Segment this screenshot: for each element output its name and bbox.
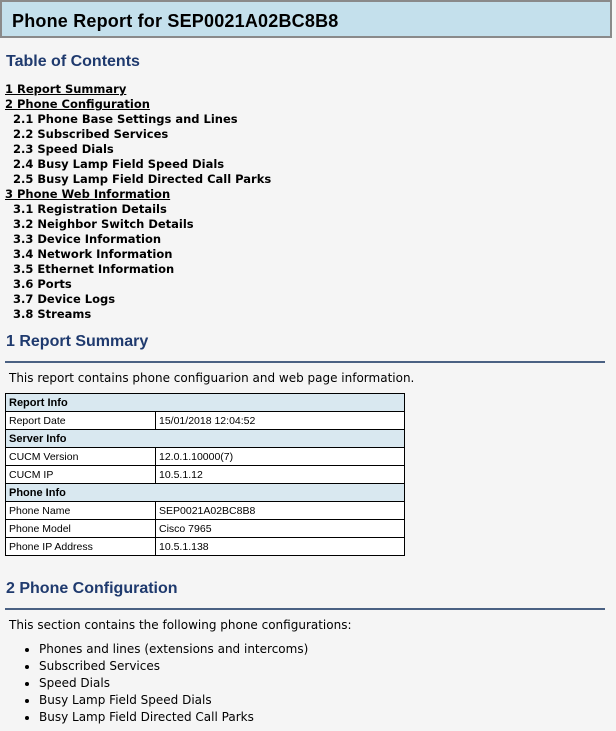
list-item: • Busy Lamp Field Directed Call Parks — [39, 709, 308, 726]
table-group-row — [6, 394, 405, 412]
toc-link[interactable]: 2.3 Speed Dials — [13, 142, 114, 156]
page-title: Phone Report for SEP0021A02BC8B8 — [12, 11, 339, 31]
table-cell-key: Phone IP Address — [6, 538, 156, 556]
table-group-label: Server Info — [6, 430, 405, 448]
toc-link[interactable]: 2.4 Busy Lamp Field Speed Dials — [13, 157, 225, 171]
toc-link[interactable]: 3.3 Device Information — [13, 232, 162, 246]
table-cell-key: Phone Name — [6, 502, 156, 520]
table-group-row — [6, 484, 405, 502]
table-cell-key: CUCM IP — [6, 466, 156, 484]
phone-configuration-intro: This section contains the following phone configurations: — [9, 618, 352, 632]
section-divider — [5, 608, 605, 610]
table-cell-key: CUCM Version — [6, 448, 156, 466]
table-cell-value: Cisco 7965 — [156, 520, 405, 538]
table-cell-value: 10.5.1.12 — [156, 466, 405, 484]
list-item: • Busy Lamp Field Speed Dials — [39, 692, 308, 709]
table-row — [6, 520, 405, 538]
table-cell-key: Report Date — [6, 412, 156, 430]
report-summary-intro: This report contains phone configuarion and web page information. — [9, 371, 415, 385]
table-cell-value: 15/01/2018 12:04:52 — [156, 412, 405, 430]
list-item: • Phones and lines (extensions and intercoms) — [39, 641, 308, 658]
table-group-row — [6, 430, 405, 448]
toc-link[interactable]: 3.6 Ports — [13, 277, 72, 291]
toc-heading: Table of Contents — [6, 53, 140, 70]
report-info-table — [5, 393, 405, 556]
phone-configuration-heading: 2 Phone Configuration — [6, 580, 178, 597]
table-cell-value: 12.0.1.10000(7) — [156, 448, 405, 466]
list-item: • Speed Dials — [39, 675, 308, 692]
section-divider — [5, 361, 605, 363]
table-row — [6, 412, 405, 430]
toc-link[interactable]: 2.5 Busy Lamp Field Directed Call Parks — [13, 172, 272, 186]
table-row — [6, 466, 405, 484]
table-of-contents — [5, 82, 271, 322]
phone-configuration-list — [9, 641, 308, 726]
table-row — [6, 538, 405, 556]
table-group-label: Report Info — [6, 394, 405, 412]
toc-link[interactable]: 3.5 Ethernet Information — [13, 262, 175, 276]
table-row — [6, 448, 405, 466]
toc-link[interactable]: 3 Phone Web Information — [5, 187, 171, 201]
toc-link[interactable]: 3.2 Neighbor Switch Details — [13, 217, 194, 231]
toc-link[interactable]: 3.1 Registration Details — [13, 202, 167, 216]
toc-link[interactable]: 3.4 Network Information — [13, 247, 173, 261]
report-summary-heading: 1 Report Summary — [6, 333, 149, 350]
page-title-bar — [0, 0, 612, 38]
toc-link[interactable]: 2.2 Subscribed Services — [13, 127, 169, 141]
toc-link[interactable]: 3.8 Streams — [13, 307, 92, 321]
toc-link[interactable]: 3.7 Device Logs — [13, 292, 116, 306]
table-cell-key: Phone Model — [6, 520, 156, 538]
table-group-label: Phone Info — [6, 484, 405, 502]
toc-link[interactable]: 2.1 Phone Base Settings and Lines — [13, 112, 238, 126]
table-cell-value: 10.5.1.138 — [156, 538, 405, 556]
list-item: • Subscribed Services — [39, 658, 308, 675]
toc-link[interactable]: 2 Phone Configuration — [5, 97, 150, 111]
table-row — [6, 502, 405, 520]
table-cell-value: SEP0021A02BC8B8 — [156, 502, 405, 520]
toc-link[interactable]: 1 Report Summary — [5, 82, 127, 96]
